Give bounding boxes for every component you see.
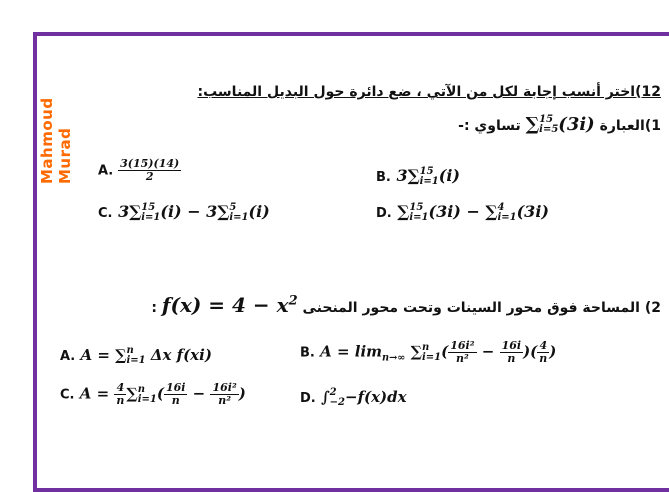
- q1-expression: ∑ 15 i=5 (3i): [525, 114, 595, 135]
- q1-option-b[interactable]: B. 3∑ 15 i=1 (i): [376, 165, 460, 187]
- q1-option-a[interactable]: A. $\frac{3(15)(14)}{2}$: [98, 157, 180, 183]
- q2-option-d[interactable]: D. ∫ 2 −2 −f(x)dx: [300, 387, 407, 408]
- subquestion-1: 1)العبارة ∑ 15 i=5 (3i) تساوي :-: [458, 114, 661, 135]
- page-frame: [33, 32, 669, 492]
- author-watermark: Mahmoud Murad: [38, 97, 74, 184]
- subquestion-2: 2) المساحة فوق محور السينات وتحت محور المنحنى $f(x) = 4 - x^2$ :: [151, 293, 661, 317]
- q2-option-c[interactable]: C. A = $\frac{4}{n}$ ∑ n i=1 ( $\frac{16i}{n}$ − $\frac{\text{16i²}}{\text{n²}}$ ): [60, 381, 246, 407]
- question-12-heading: [198, 84, 662, 100]
- q1-option-d[interactable]: D. ∑ 15 i=1 (3i) − ∑ 4 i=1 (3i): [376, 201, 549, 223]
- question-number: 12): [635, 84, 661, 100]
- q1-option-c[interactable]: C. 3∑ 15 i=1 (i) − 3∑ 5 i=1 (i): [98, 201, 270, 223]
- question-heading-text: اختر أنسب إجابة لكل من الآتي ، ضع دائرة حول البديل المناسب:: [197, 84, 636, 100]
- q2-option-a[interactable]: A. A = ∑ n i=1 Δx f(xi): [60, 345, 212, 366]
- q2-option-b[interactable]: B. $A = \lim_{n\to\infty}$ ∑ n i=1 ( $\frac{\text{16i²}}{\text{n²}}$ − $\frac{16i}{n}$ )( $\frac{4}{n}$ ): [300, 339, 557, 365]
- q2-function: $f(x) = 4 - x^2$: [161, 293, 298, 317]
